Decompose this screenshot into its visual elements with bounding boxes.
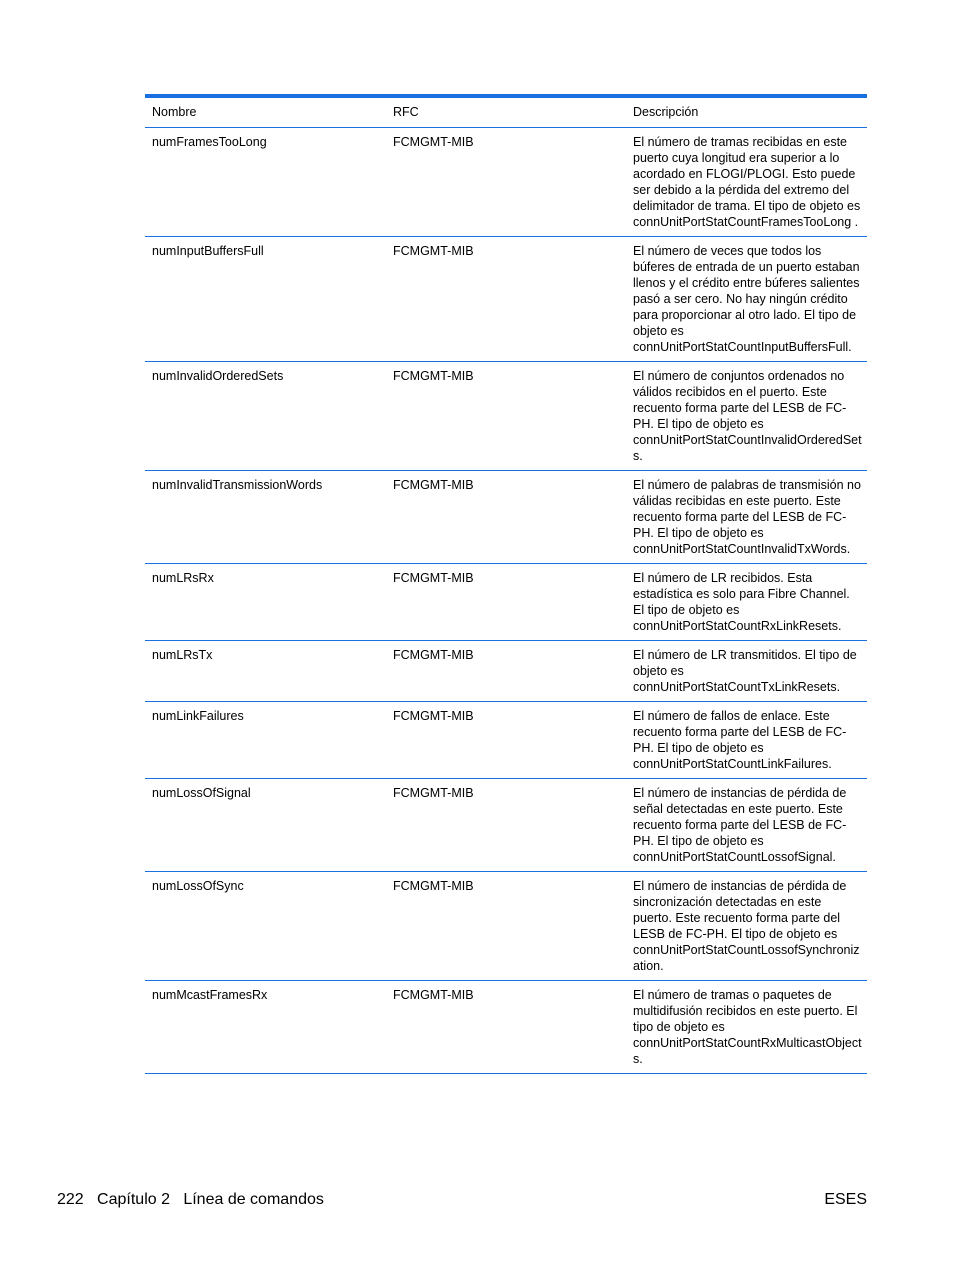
cell-description: El número de palabras de transmisión no válidas recibidas en este puerto. Este recuento forma parte del LESB de FC-PH. El tipo de objeto es connUnitPortStatCountInvalidTxWords. — [633, 478, 861, 556]
table-row — [145, 471, 867, 564]
cell-rfc: FCMGMT-MIB — [393, 988, 474, 1002]
cell-rfc: FCMGMT-MIB — [393, 709, 474, 723]
cell-name: numMcastFramesRx — [152, 988, 268, 1002]
table-row — [145, 779, 867, 872]
cell-rfc: FCMGMT-MIB — [393, 369, 474, 383]
cell-name: numLinkFailures — [152, 709, 244, 723]
cell-description: El número de LR recibidos. Esta estadística es solo para Fibre Channel. El tipo de objeto es connUnitPortStatCountRxLinkResets. — [633, 571, 850, 633]
header-rfc: RFC — [393, 105, 419, 119]
mib-objects-table — [145, 94, 867, 1074]
cell-rfc: FCMGMT-MIB — [393, 879, 474, 893]
header-descripcion: Descripción — [633, 105, 699, 119]
page-number: 222 — [57, 1191, 84, 1208]
cell-rfc: FCMGMT-MIB — [393, 648, 474, 662]
cell-description: El número de tramas recibidas en este puerto cuya longitud era superior a lo acordado en FLOGI/PLOGI. Esto puede ser debido a la pérdida del extremo del delimitador de trama. El tipo de objeto es connUnitPortStatCountFramesTooLong . — [633, 135, 861, 229]
cell-name: numLRsRx — [152, 571, 214, 585]
cell-name: numInvalidTransmissionWords — [152, 478, 323, 492]
cell-name: numLossOfSync — [152, 879, 244, 893]
table-row — [145, 362, 867, 471]
cell-description: El número de fallos de enlace. Este recuento forma parte del LESB de FC-PH. El tipo de objeto es connUnitPortStatCountLinkFailures. — [633, 709, 847, 771]
cell-name: numInvalidOrderedSets — [152, 369, 284, 383]
cell-description: El número de conjuntos ordenados no válidos recibidos en el puerto. Este recuento forma parte del LESB de FC-PH. El tipo de objeto es connUnitPortStatCountInvalidOrderedSets. — [633, 369, 862, 463]
table-row — [145, 237, 867, 362]
cell-name: numFramesTooLong — [152, 135, 267, 149]
section-title: Línea de comandos — [183, 1191, 324, 1208]
table-row — [145, 702, 867, 779]
table-row — [145, 872, 867, 981]
header-nombre: Nombre — [152, 105, 197, 119]
table-header — [145, 96, 867, 128]
page-footer-left — [57, 1191, 324, 1209]
cell-name: numInputBuffersFull — [152, 244, 264, 258]
table-row — [145, 564, 867, 641]
cell-description: El número de instancias de pérdida de señal detectadas en este puerto. Este recuento forma parte del LESB de FC-PH. El tipo de objeto es connUnitPortStatCountLossofSignal. — [633, 786, 847, 864]
cell-name: numLossOfSignal — [152, 786, 251, 800]
cell-description: El número de instancias de pérdida de sincronización detectadas en este puerto. Este recuento forma parte del LESB de FC-PH. El tipo de objeto es connUnitPortStatCountLossofSynchronization. — [633, 879, 860, 973]
cell-rfc: FCMGMT-MIB — [393, 571, 474, 585]
chapter-label: Capítulo 2 — [97, 1191, 170, 1208]
table-row — [145, 128, 867, 237]
table-row — [145, 641, 867, 702]
cell-description: El número de LR transmitidos. El tipo de objeto es connUnitPortStatCountTxLinkResets. — [633, 648, 857, 694]
table-body — [145, 128, 867, 1074]
page-footer-locale: ESES — [824, 1191, 867, 1208]
cell-name: numLRsTx — [152, 648, 213, 662]
cell-rfc: FCMGMT-MIB — [393, 135, 474, 149]
table-header-row — [145, 96, 867, 128]
cell-description: El número de veces que todos los búferes de entrada de un puerto estaban llenos y el crédito entre búferes salientes pasó a ser cero. No hay ningún crédito para proporcionar al otro lado. El tipo de objeto es connUnitPortStatCountInputBuffersFull. — [633, 244, 860, 354]
cell-rfc: FCMGMT-MIB — [393, 478, 474, 492]
table-row — [145, 981, 867, 1074]
cell-description: El número de tramas o paquetes de multidifusión recibidos en este puerto. El tipo de objeto es connUnitPortStatCountRxMulticastObjects. — [633, 988, 862, 1066]
cell-rfc: FCMGMT-MIB — [393, 244, 474, 258]
cell-rfc: FCMGMT-MIB — [393, 786, 474, 800]
